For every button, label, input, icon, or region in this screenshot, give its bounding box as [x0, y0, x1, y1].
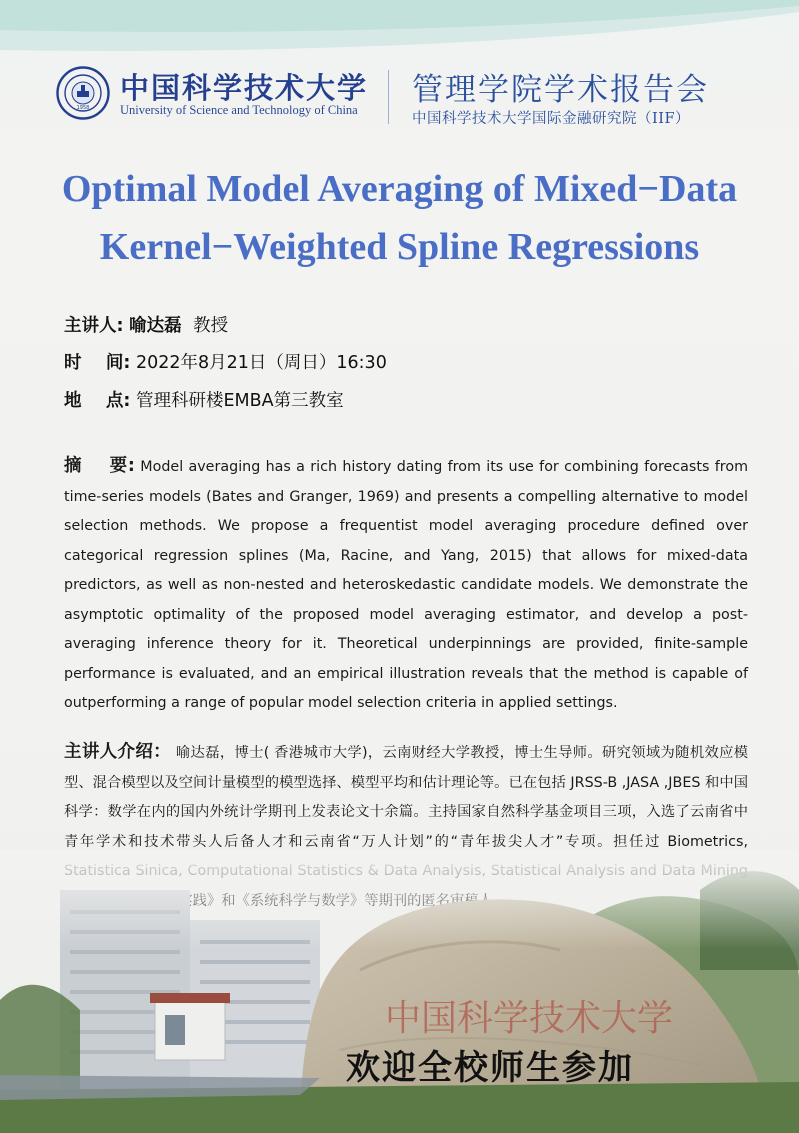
time-line — [64, 349, 387, 374]
university-seal-icon — [56, 66, 110, 120]
speaker-line — [64, 312, 228, 337]
university-name-cn: 中国科学技术大学 — [120, 71, 369, 105]
place-line — [64, 387, 344, 412]
bio-label: 主讲人介绍： — [64, 742, 172, 762]
welcome-banner: 欢迎全校师生参加 — [346, 1048, 634, 1088]
speaker-name: 喻达磊 — [129, 316, 182, 336]
talk-title-line-1: Optimal Model Averaging of Mixed−Data — [61, 168, 738, 210]
bio-text: 喻达磊，博士( 香港城市大学)，云南财经大学教授，博士生导师。研究领域为随机效应模型、混合模型以及空间计量模型的模型选择、模型平均和估计理论等。已在包括 JRSS-B ,JASA ,JBES 和中国科学：数学在内的国内外统计学期刊上发表论文十余篇。主持国家自然科学基金项目三项，入选了云南省中青年学术和技术带头人后备人才和云南省“万人计划”的“青年拔尖人才”专项。担任过 Biometrics, — [64, 745, 749, 850]
institute-name: 中国科学技术大学国际金融研究院（IIF） — [412, 111, 691, 127]
speaker-rank: 教授 — [193, 316, 229, 336]
talk-title-line-2: Kernel−Weighted Spline Regressions — [99, 226, 700, 268]
svg-text:1958: 1958 — [76, 105, 90, 111]
time-value: 2022年8月21日（周日）16:30 — [135, 353, 387, 373]
place-value: 管理科研楼EMBA第三教室 — [135, 391, 344, 411]
talk-title — [0, 160, 799, 276]
series-title: 管理学院学术报告会 — [412, 72, 709, 108]
time-label: 时 间: — [64, 353, 131, 373]
abstract-label: 摘 要: — [64, 456, 135, 476]
campus-scene-illustration — [0, 850, 799, 1133]
university-name-en: University of Science and Technology of China — [120, 103, 358, 117]
abstract-text: Model averaging has a rich history dating from its use for combining forecasts from time-series models (Bates and Granger, 1969) and presents a compelling alternative to model selection methods. We propose a frequentist model averaging procedure defined over categorical regression splines (Ma, Racine, and Yang, 2015) that allows for mixed-data predictors, as well as non-nested and heteroskedastic candidate models. We demonstrate the asymptotic optimality of the proposed model averaging estimator, and develop a post-averaging inference theory for it. Theoretical underpinnings are provided, finite-sample performance is evaluated, and an empirical illustration reveals that the method is capable of outperforming a range of popular model selection criteria in applied settings. — [64, 459, 749, 711]
abstract-section — [64, 452, 748, 719]
header-divider — [388, 70, 389, 124]
stone-inscription: 中国科学技术大学 — [385, 998, 674, 1039]
place-label: 地 点: — [64, 391, 131, 411]
speaker-label: 主讲人: — [64, 316, 124, 336]
decorative-top-wave — [0, 0, 799, 70]
